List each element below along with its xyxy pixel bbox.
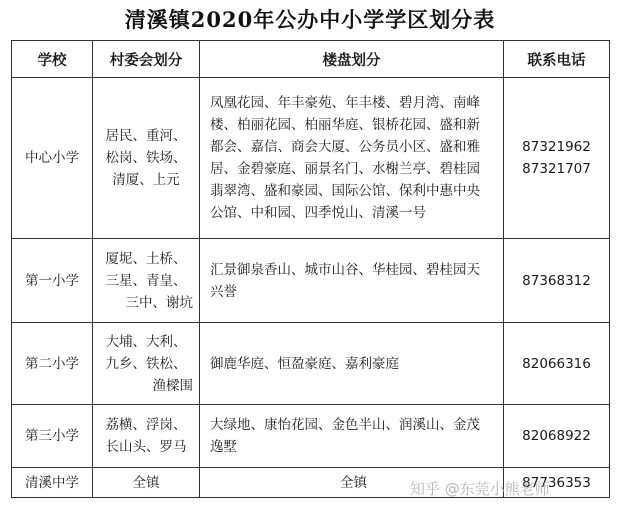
watermark: 知乎 @东莞小熊老师 [410, 480, 550, 498]
header-school: 学校 [12, 41, 93, 78]
district-table [11, 40, 610, 498]
estate-cell [200, 78, 504, 239]
estate-cell [200, 405, 504, 468]
phone-number: 82066316 [522, 355, 591, 372]
phone-number: 87736353 [522, 474, 591, 491]
village-line: 三星、青皇、 [105, 272, 187, 289]
table-row [12, 239, 610, 323]
village-line: 居民、重河、 [105, 128, 187, 144]
phone-cell [504, 405, 610, 468]
village-cell [93, 468, 200, 498]
estate-line: 公馆、中和园、四季悦山、清溪一号 [210, 205, 426, 221]
village-cell [93, 323, 200, 405]
village-cell [93, 239, 200, 323]
estate-line: 全镇 [340, 474, 367, 491]
village-line: 大埔、大利、 [105, 333, 187, 350]
school-name: 第二小学 [12, 323, 93, 405]
village-line: 渔樑围 [152, 377, 193, 394]
phone-cell [504, 323, 610, 405]
estate-line: 御鹿华庭、恒盈豪庭、嘉利豪庭 [210, 355, 399, 372]
estate-line: 逸墅 [210, 439, 237, 455]
village-line: 全镇 [132, 474, 160, 491]
school-name: 清溪中学 [12, 468, 93, 498]
header-phone: 联系电话 [504, 41, 610, 78]
estate-line: 凤凰花园、年丰豪苑、年丰楼、碧月湾、南峰 [210, 95, 480, 111]
table-row [12, 405, 610, 468]
village-cell [93, 78, 200, 239]
table-row [12, 323, 610, 405]
estate-line: 大绿地、康怡花园、金色半山、润溪山、金茂 [210, 417, 480, 433]
phone-number: 87321962 [522, 139, 591, 155]
phone-number: 87368312 [522, 272, 591, 289]
estate-line: 楼、柏丽花园、柏丽华庭、银桥花园、盛和新 [210, 117, 480, 133]
header-estate: 楼盘划分 [200, 41, 504, 78]
estate-line: 翡翠湾、盛和豪园、国际公馆、保利中惠中央 [210, 183, 480, 199]
phone-cell [504, 78, 610, 239]
village-line: 松岗、铁场、 [105, 150, 187, 166]
estate-line: 居、金碧豪庭、丽景名门、水榭兰亭、碧桂园 [210, 161, 480, 177]
estate-cell [200, 323, 504, 405]
school-name: 第一小学 [12, 239, 93, 323]
page-title: 清溪镇2020年公办中小学学区划分表 [124, 7, 496, 32]
estate-line: 兴誉 [210, 283, 237, 300]
village-line: 厦坭、土桥、 [105, 250, 187, 267]
header-row [12, 41, 610, 78]
estate-line: 汇景御泉香山、城市山谷、华桂园、碧桂园天 [210, 261, 480, 278]
estate-cell [200, 239, 504, 323]
village-line: 九乡、铁松、 [105, 355, 187, 372]
village-line: 三中、谢坑 [125, 294, 193, 311]
village-line: 长山头、罗马 [105, 439, 187, 455]
village-line: 荔横、浮岗、 [105, 417, 187, 433]
school-name: 第三小学 [12, 405, 93, 468]
header-village: 村委会划分 [93, 41, 200, 78]
estate-line: 都会、嘉信、商会大厦、公务员小区、盛和雅 [210, 139, 480, 155]
village-line: 清厦、上元 [112, 172, 180, 188]
village-cell [93, 405, 200, 468]
school-name: 中心小学 [12, 78, 93, 239]
phone-number: 82068922 [522, 428, 591, 444]
table-row [12, 78, 610, 239]
phone-cell [504, 239, 610, 323]
phone-number: 87321707 [522, 161, 591, 177]
